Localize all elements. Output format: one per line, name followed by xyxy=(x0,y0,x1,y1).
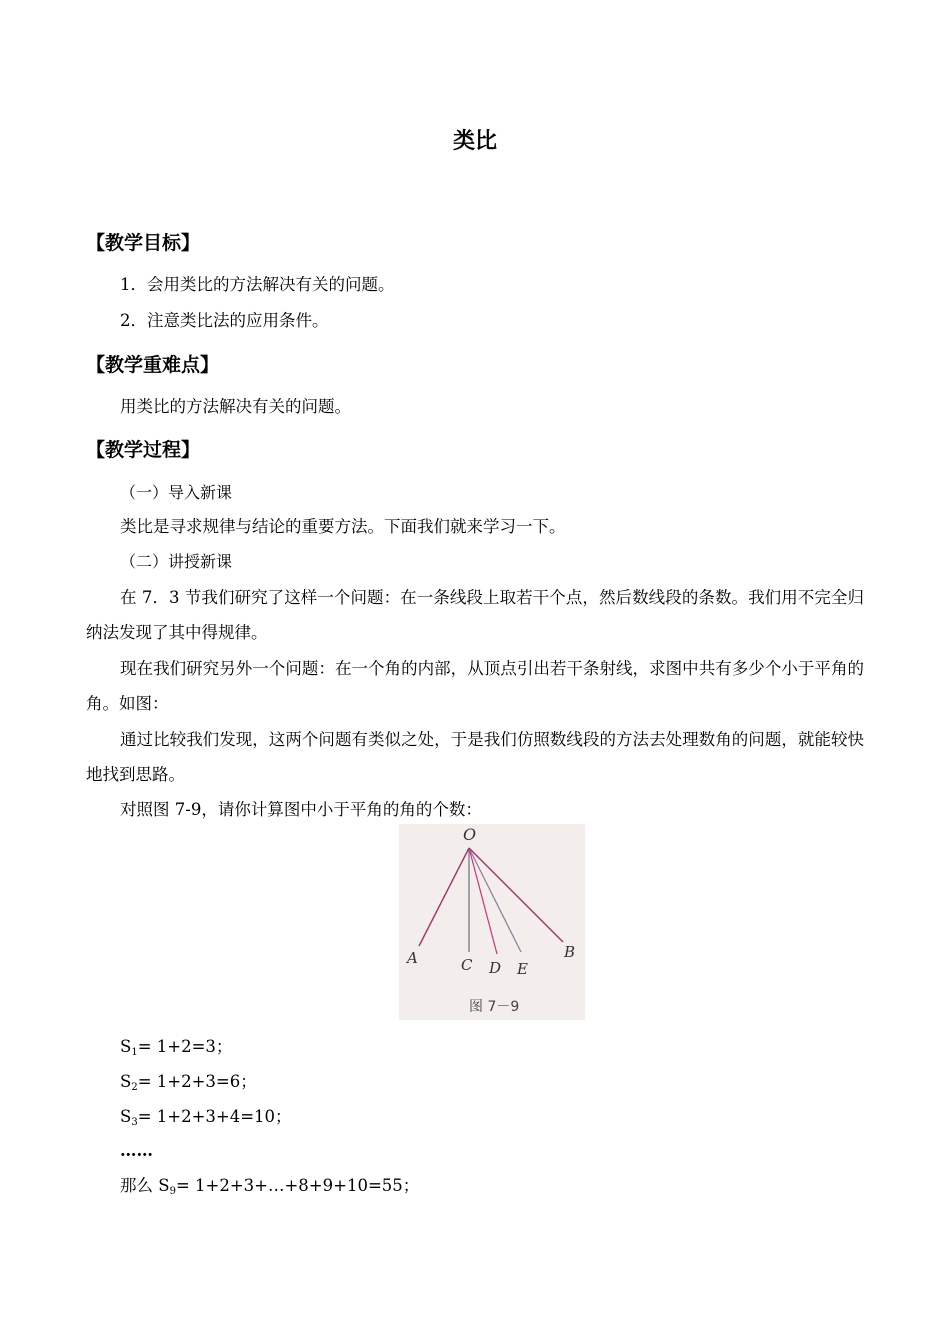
key-points-text: 用类比的方法解决有关的问题。 xyxy=(120,397,351,416)
ray-ob xyxy=(469,848,563,942)
goal-item-1: 1．会用类比的方法解决有关的问题。 xyxy=(120,275,395,294)
paragraph-2: 现在我们研究另外一个问题：在一个角的内部，从顶点引出若干条射线，求图中共有多少个小于平角的角。如图： xyxy=(86,659,864,713)
ray-oa xyxy=(419,848,469,946)
formula-s2: $S_2= 1+2+3=6$； xyxy=(120,1072,257,1093)
page-title: 类比 xyxy=(452,129,497,154)
section-heading-key-points: 【教学重难点】 xyxy=(86,354,220,376)
part1-label: （一）导入新课 xyxy=(120,483,233,502)
section-heading-process: 【教学过程】 xyxy=(86,439,201,461)
point-label-b: B xyxy=(564,943,576,961)
formula-s3: $S_3= 1+2+3+4=10$； xyxy=(120,1107,292,1128)
point-label-c: C xyxy=(461,956,473,974)
ray-od xyxy=(469,848,497,954)
figure-caption: 图 7－9 xyxy=(469,999,520,1015)
point-label-a: A xyxy=(407,949,418,967)
paragraph-1: 在 7．3 节我们研究了这样一个问题：在一条线段上取若干个点，然后数线段的条数。我们用不完全归纳法发现了其中得规律。 xyxy=(86,588,864,642)
section-heading-goals: 【教学目标】 xyxy=(86,232,201,254)
vertex-label-o: O xyxy=(463,825,477,844)
part2-label: （二）讲授新课 xyxy=(120,552,233,571)
point-label-d: D xyxy=(489,959,502,977)
paragraph-4: 对照图 7-9，请你计算图中小于平角的角的个数： xyxy=(120,800,482,819)
figure-7-9 xyxy=(399,824,585,1020)
ellipsis: …… xyxy=(120,1141,153,1160)
point-label-e: E xyxy=(517,960,528,978)
goal-item-2: 2．注意类比法的应用条件。 xyxy=(120,311,329,330)
formula-s9: 那么 $S_9=$ 1+2+3+…+8+9+10=55； xyxy=(120,1176,420,1197)
paragraph-3: 通过比较我们发现，这两个问题有类似之处，于是我们仿照数线段的方法去处理数角的问题，就能较快地找到思路。 xyxy=(86,730,864,784)
angle-diagram xyxy=(399,824,585,1020)
formula-s1: $S_1= 1+2=3$； xyxy=(120,1037,233,1058)
ray-oe xyxy=(469,848,521,952)
part1-text: 类比是寻求规律与结论的重要方法。下面我们就来学习一下。 xyxy=(120,517,566,536)
